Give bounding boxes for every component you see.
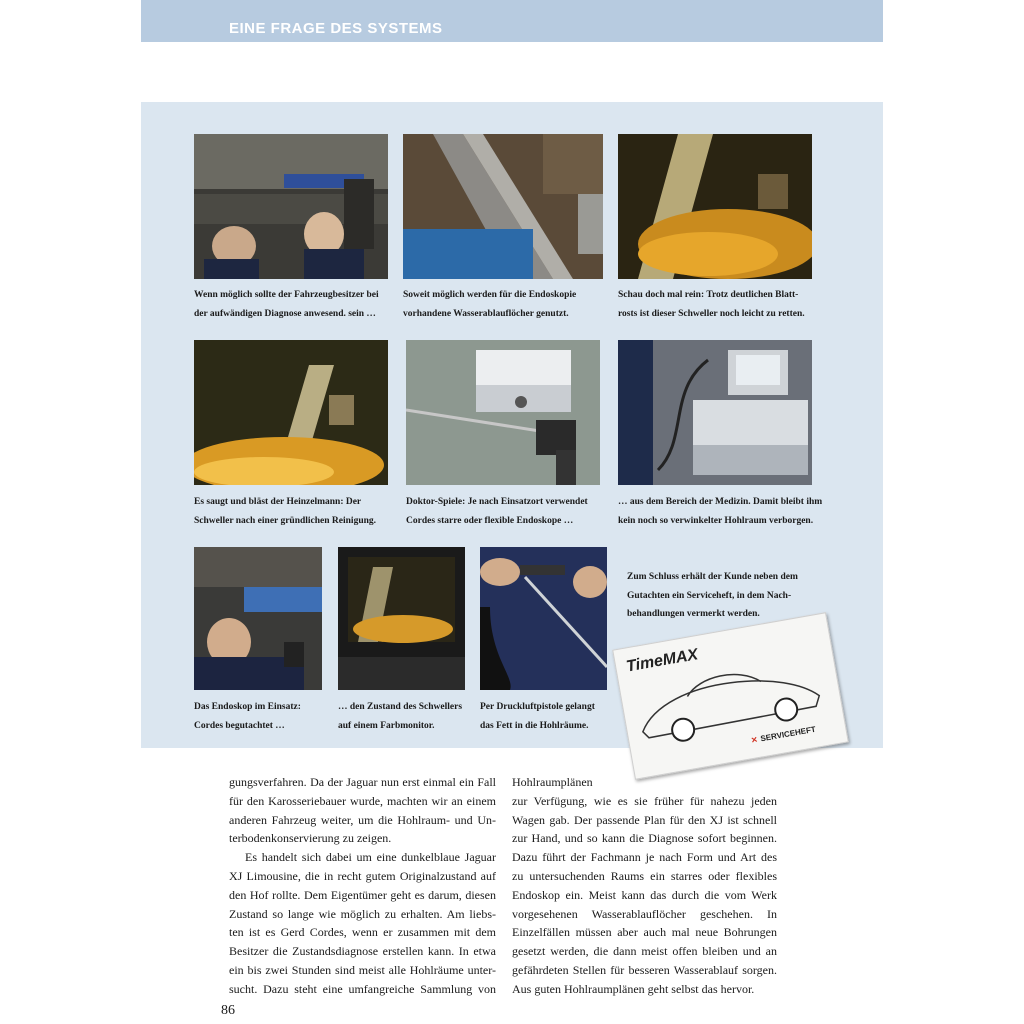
photo-rigid-endoscope — [406, 340, 600, 485]
right-line-9: Einzelfällen müssen aber auch mal neue Bohrungen — [512, 925, 777, 940]
caption-7-line-1: Das Endoskop im Einsatz: — [194, 702, 301, 712]
caption-3-line-2: rosts ist dieser Schweller noch leicht zu retten. — [618, 308, 805, 319]
left-line-12: sucht. Dazu steht eine umfangreiche Sammlung von — [229, 981, 496, 996]
right-line-4: zur Hand, und so kann die Diagnose sofort beginnen. — [512, 831, 777, 846]
right-line-11: gefährdeten Stellen für besseren Wasserablauf sorgen. — [512, 962, 777, 977]
caption-5-line-2: Cordes starre oder flexible Endoskope … — [406, 515, 574, 526]
caption-5 — [406, 493, 588, 530]
caption-6-line-2: kein noch so verwinkelter Hohlraum verborgen. — [618, 515, 814, 526]
caption-3-line-1: Schau doch mal rein: Trotz deutlichen Blatt- — [618, 290, 799, 300]
caption-9-line-1: Per Druckluftpistole gelangt — [480, 702, 595, 712]
left-line-6: XJ Limousine, die in recht gutem Originalzustand auf — [229, 868, 496, 883]
photo-cleaned-sill — [194, 340, 388, 485]
right-line-8: vorgesehenen Wasserablauflöcher geschehen. In — [512, 906, 777, 921]
left-line-9: ten ist es Gerd Cordes, wenn er zusammen mit dem — [229, 925, 496, 940]
body-text-left-column — [229, 773, 496, 999]
left-line-2: für den Karosseriebauer wurde, machten wir an einem — [229, 793, 496, 808]
caption-5-line-1: Doktor-Spiele: Je nach Einsatzort verwendet — [406, 497, 588, 507]
photo-compressed-air-gun — [480, 547, 607, 690]
caption-service-booklet-line-3: behandlungen vermerkt werden. — [627, 609, 760, 619]
left-line-3: anderen Fahrzeug weiter, um die Hohlraum- und Un- — [229, 812, 496, 827]
right-line-1: Hohlraumplänen — [512, 775, 593, 789]
caption-9 — [480, 698, 595, 735]
page-header-title: EINE FRAGE DES SYSTEMS — [229, 20, 443, 37]
left-line-4: terbodenkonservierung zu zeigen. — [229, 831, 392, 846]
left-line-10: Besitzer die Zustandsdiagnose erstellen kann. In etwa — [229, 944, 496, 959]
caption-7-line-2: Cordes begutachtet … — [194, 720, 285, 731]
caption-9-line-2: das Fett in die Hohlräume. — [480, 720, 589, 731]
caption-6-line-1: … aus dem Bereich der Medizin. Damit bleibt ihm — [618, 497, 823, 507]
caption-8-line-2: auf einem Farbmonitor. — [338, 720, 435, 731]
photo-color-monitor — [338, 547, 465, 690]
page-number: 86 — [221, 1003, 235, 1018]
booklet-tag-text: SERVICEHEFT — [759, 724, 817, 744]
caption-7 — [194, 698, 301, 735]
left-line-1: gungsverfahren. Da der Jaguar nun erst einmal ein Fall — [229, 775, 496, 789]
caption-6 — [618, 493, 822, 530]
right-line-10: gesetzt werden, die dann meist offen bleiben und an — [512, 944, 777, 959]
left-line-11: ein bis zwei Stunden sind meist alle Hohlräume unter- — [229, 962, 496, 977]
photo-endoscope-in-use — [194, 547, 322, 690]
left-line-8: Zustand so lange wie möglich zu erhalten. Am liebs- — [229, 906, 496, 921]
caption-4-line-2: Schweller nach einer gründlichen Reinigung. — [194, 515, 377, 526]
booklet-logo: TimeMAX — [624, 646, 700, 676]
right-line-3: Wagen gab. Der passende Plan für den XJ ist schnell — [512, 812, 777, 827]
close-icon: ✕ — [750, 735, 759, 746]
photo-endoscope-view-rust — [618, 134, 812, 279]
caption-1-line-2: der aufwändigen Diagnose anwesend. sein … — [194, 308, 376, 319]
caption-service-booklet-line-2: Gutachten ein Serviceheft, in dem Nach- — [627, 590, 792, 601]
left-line-5: Es handelt sich dabei um eine dunkelblaue Jaguar — [245, 850, 496, 865]
caption-2-line-2: vorhandene Wasserablauflöcher genutzt. — [403, 308, 569, 319]
caption-4-line-1: Es saugt und bläst der Heinzelmann: Der — [194, 497, 362, 507]
caption-2-line-1: Soweit möglich werden für die Endoskopie — [403, 290, 577, 300]
right-line-2: zur Verfügung, wie es sie früher für nahezu jeden — [512, 793, 777, 808]
photo-flexible-endoscope-monitor — [618, 340, 812, 485]
photo-mechanics-under-car — [194, 134, 388, 279]
caption-8-line-1: … den Zustand des Schwellers — [338, 702, 463, 712]
left-line-7: den Hof rollte. Dem Eigentümer geht es darum, diesen — [229, 887, 496, 902]
caption-1 — [194, 286, 379, 323]
caption-4 — [194, 493, 376, 530]
right-line-12: Aus guten Hohlraumplänen geht selbst das hervor. — [512, 981, 755, 996]
caption-1-line-1: Wenn möglich sollte der Fahrzeugbesitzer bei — [194, 290, 379, 300]
caption-3 — [618, 286, 805, 323]
body-text-right-column — [512, 773, 777, 999]
caption-8 — [338, 698, 462, 735]
right-line-6: zu untersuchenden Raums ein starres oder flexibles — [512, 868, 777, 883]
caption-service-booklet-line-1: Zum Schluss erhält der Kunde neben dem — [627, 572, 798, 582]
photo-underbody-drain-holes — [403, 134, 603, 279]
caption-service-booklet — [627, 568, 798, 624]
right-line-7: Endoskop ein. Meist kann das durch die vom Werk — [512, 887, 777, 902]
caption-2 — [403, 286, 576, 323]
right-line-5: Dazu führt der Fachmann je nach Form und Art des — [512, 850, 777, 865]
